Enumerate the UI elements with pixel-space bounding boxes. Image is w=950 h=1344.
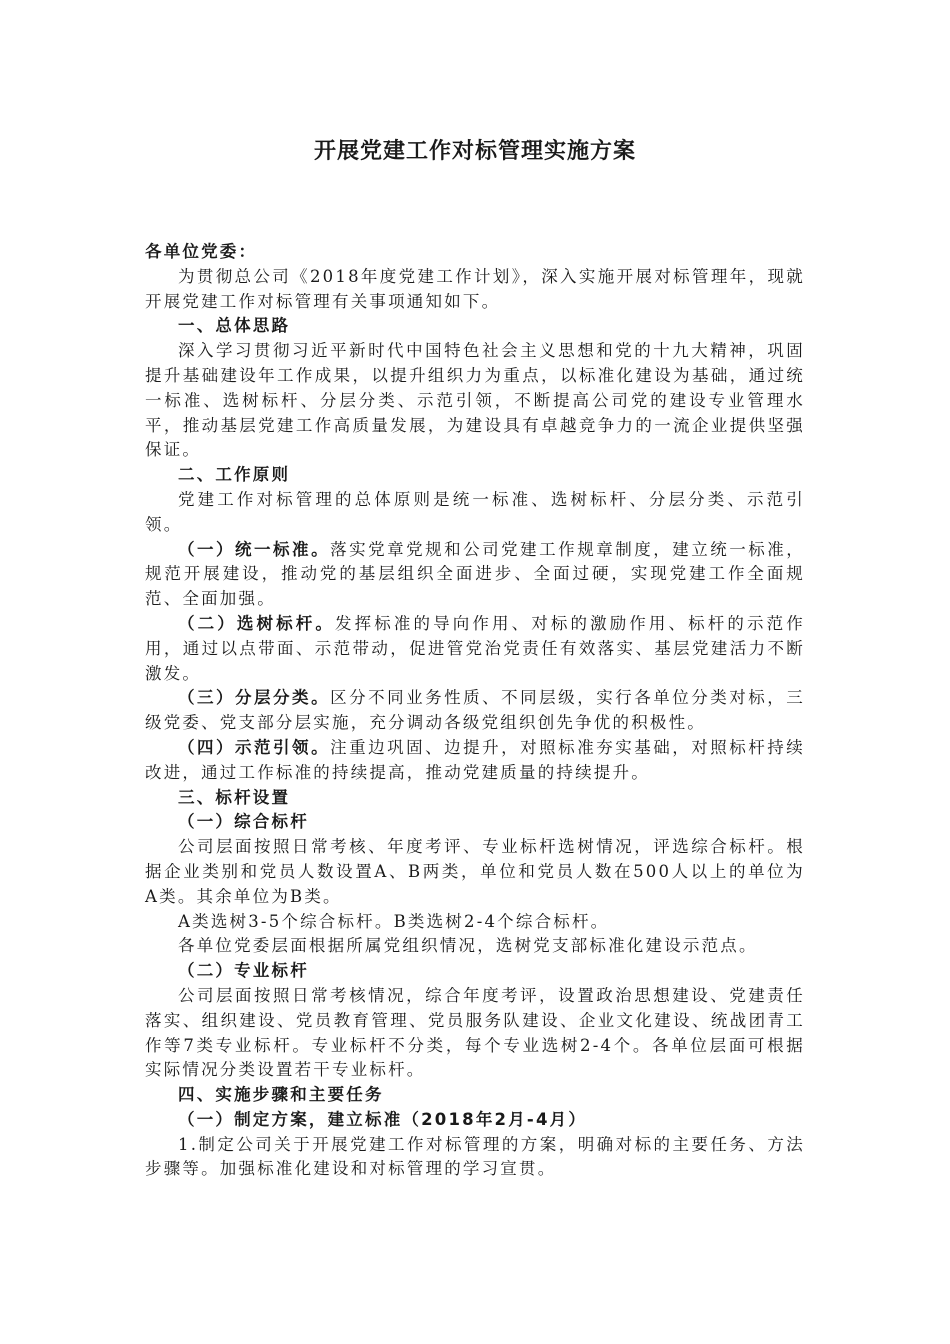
section3-sub1-p2: A类选树3-5个综合标杆。B类选树2-4个综合标杆。 — [178, 911, 610, 931]
principle-text: 发挥标准的导向作用、对标的激励作用、标杆的示范作用，通过以点带面、示范带动，促进管党治党责任有效落实、基层党建活力不断激发。 — [145, 613, 805, 683]
section3-heading: 三、标杆设置 — [178, 787, 291, 807]
principle-item — [145, 612, 805, 686]
principle-text: 注重边巩固、边提升，对照标准夯实基础，对照标杆持续改进，通过工作标准的持续提高，推动党建质量的持续提升。 — [145, 737, 805, 782]
section3-sub2-p1: 公司层面按照日常考核情况，综合年度考评，设置政治思想建设、党建责任落实、组织建设、党员教育管理、党员服务队建设、企业文化建设、统战团青工作等7类专业标杆。专业标杆不分类，每个专业选树2-4个。各单位层面可根据实际情况分类设置若干专业标杆。 — [145, 985, 805, 1080]
principle-label: （四）示范引领。 — [178, 737, 331, 757]
document-body — [145, 240, 805, 1182]
section3-sub2-heading: （二）专业标杆 — [178, 961, 309, 981]
principle-text: 落实党章党规和公司党建工作规章制度，建立统一标准，规范开展建设，推动党的基层组织全面进步、全面过硬，实现党建工作全面规范、全面加强。 — [145, 539, 805, 609]
salutation: 各单位党委： — [145, 242, 258, 261]
document-title: 开展党建工作对标管理实施方案 — [313, 139, 636, 164]
section4-heading: 四、实施步骤和主要任务 — [178, 1085, 384, 1105]
section2-heading: 二、工作原则 — [178, 465, 291, 485]
section1-body: 深入学习贯彻习近平新时代中国特色社会主义思想和党的十九大精神，巩固提升基础建设年工作成果，以提升组织力为重点，以标准化建设为基础，通过统一标准、选树标杆、分层分类、示范引领，不断提高公司党的建设专业管理水平，推动基层党建工作高质量发展，为建设具有卓越竞争力的一流企业提供坚强保证。 — [145, 341, 805, 460]
section3-sub1-p3: 各单位党委层面根据所属党组织情况，选树党支部标准化建设示范点。 — [178, 936, 758, 956]
section2-body: 党建工作对标管理的总体原则是统一标准、选树标杆、分层分类、示范引领。 — [145, 489, 805, 534]
section3-sub1-p1: 公司层面按照日常考核、年度考评、专业标杆选树情况，评选综合标杆。根据企业类别和党员人数设置A、B两类，单位和党员人数在500人以上的单位为A类。其余单位为B类。 — [145, 837, 805, 906]
section4-sub1-p1: 1.制定公司关于开展党建工作对标管理的方案，明确对标的主要任务、方法步骤等。加强标准化建设和对标管理的学习宣贯。 — [145, 1134, 805, 1179]
principle-item — [145, 686, 805, 736]
principle-item — [145, 736, 805, 786]
principle-item — [145, 538, 805, 612]
principle-label: （二）选树标杆。 — [178, 613, 335, 633]
section1-heading: 一、总体思路 — [178, 316, 291, 336]
section4-sub1-heading: （一）制定方案，建立标准（2018年2月-4月） — [178, 1109, 588, 1129]
principle-label: （三）分层分类。 — [178, 688, 331, 708]
intro-paragraph: 为贯彻总公司《2018年度党建工作计划》，深入实施开展对标管理年，现就开展党建工作对标管理有关事项通知如下。 — [145, 266, 805, 311]
principle-label: （一）统一标准。 — [178, 539, 331, 559]
principle-text: 区分不同业务性质、不同层级，实行各单位分类对标，三级党委、党支部分层实施，充分调动各级党组织创先争优的积极性。 — [145, 688, 805, 733]
section3-sub1-heading: （一）综合标杆 — [178, 812, 309, 832]
